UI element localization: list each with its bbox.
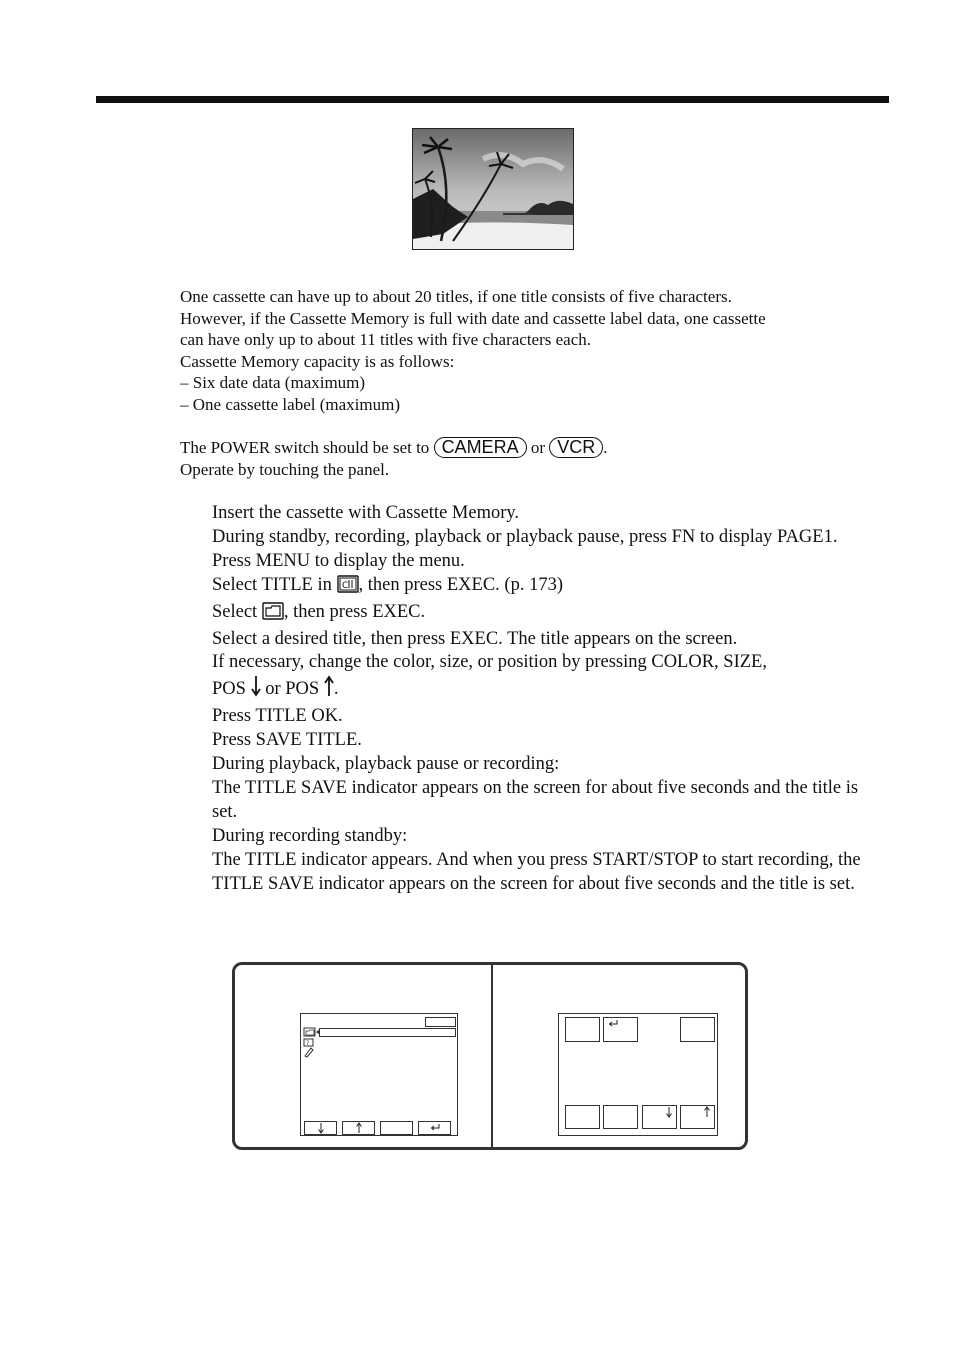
step-text: Select TITLE in bbox=[212, 574, 337, 595]
step-text: . bbox=[333, 679, 339, 700]
cassette-memory-icon bbox=[337, 575, 359, 601]
step-line bbox=[212, 574, 872, 601]
intro-line: – Six date data (maximum) bbox=[180, 373, 366, 393]
step-line: Press SAVE TITLE. bbox=[212, 730, 362, 751]
step-text: , then press EXEC. bbox=[283, 601, 426, 622]
step-line bbox=[212, 675, 872, 705]
step-line: Press MENU to display the menu. bbox=[212, 550, 465, 571]
step-line: The TITLE SAVE indicator appears on the screen for about five seconds and the title is set. bbox=[212, 777, 859, 822]
beach-photo bbox=[412, 128, 574, 250]
power-paragraph bbox=[180, 437, 880, 480]
return-icon bbox=[607, 1018, 619, 1028]
step-text: POS bbox=[212, 679, 251, 700]
size-button[interactable] bbox=[603, 1105, 638, 1129]
step-line: Select a desired title, then press EXEC. The title appears on the screen. bbox=[212, 628, 738, 649]
step-line: During recording standby: bbox=[212, 825, 408, 846]
step-line bbox=[212, 601, 872, 628]
arrow-down-icon bbox=[665, 1106, 673, 1118]
selected-menu-bar bbox=[319, 1028, 456, 1037]
step-line: Insert the cassette with Cassette Memory. bbox=[212, 503, 520, 523]
camera-mode-label: CAMERA bbox=[434, 437, 527, 458]
step-line: During standby, recording, playback or playback pause, press FN to display PAGE1. bbox=[212, 526, 838, 547]
pos-down-button[interactable] bbox=[642, 1105, 677, 1129]
top-rule bbox=[96, 96, 889, 103]
screen-corner-box bbox=[425, 1017, 456, 1027]
step-line: During playback, playback pause or recording: bbox=[212, 754, 560, 775]
steps-list bbox=[212, 502, 872, 897]
exec-button[interactable] bbox=[380, 1121, 413, 1135]
intro-line: – One cassette label (maximum) bbox=[180, 394, 400, 414]
arrow-down-icon bbox=[317, 1122, 325, 1134]
step-line: Press TITLE OK. bbox=[212, 706, 343, 727]
arrow-up-icon bbox=[324, 675, 334, 705]
power-text: or bbox=[526, 438, 550, 457]
intro-line: One cassette can have up to about 20 titles, if one title consists of five characters. bbox=[180, 287, 732, 306]
intro-line: Cassette Memory capacity is as follows: bbox=[180, 351, 455, 371]
power-text: The POWER switch should be set to bbox=[180, 438, 434, 457]
return-icon bbox=[429, 1122, 441, 1132]
svg-text:?: ? bbox=[306, 1040, 310, 1047]
vcr-mode-label: VCR bbox=[549, 437, 603, 458]
step-line: The TITLE indicator appears. And when you press START/STOP to start recording, the TITLE SAVE indicator appears on the screen for about five seconds and the title is set. bbox=[212, 849, 861, 894]
save-title-button[interactable] bbox=[680, 1017, 715, 1042]
arrow-down-icon bbox=[251, 675, 261, 705]
menu-screen bbox=[300, 1013, 458, 1136]
step-text: , then press EXEC. (p. 173) bbox=[358, 574, 563, 595]
menu-side-icons bbox=[303, 1026, 323, 1058]
arrow-up-icon bbox=[355, 1122, 363, 1134]
step-line: If necessary, change the color, size, or position by pressing COLOR, SIZE, bbox=[212, 652, 767, 673]
title-screen bbox=[558, 1013, 718, 1136]
arrow-up-button[interactable] bbox=[342, 1121, 375, 1135]
pos-up-button[interactable] bbox=[680, 1105, 715, 1129]
arrow-down-button[interactable] bbox=[304, 1121, 337, 1135]
svg-text:C: C bbox=[341, 580, 348, 591]
color-button[interactable] bbox=[565, 1105, 600, 1129]
power-line bbox=[180, 437, 880, 459]
screen-illustration bbox=[232, 962, 748, 1150]
intro-paragraph bbox=[180, 286, 880, 416]
power-line: Operate by touching the panel. bbox=[180, 459, 390, 479]
step-text: Select bbox=[212, 601, 262, 622]
power-text: . bbox=[603, 438, 608, 457]
arrow-up-icon bbox=[703, 1106, 711, 1118]
title-ok-button[interactable] bbox=[565, 1017, 600, 1042]
title-folder-icon bbox=[262, 602, 284, 628]
step-text: or POS bbox=[260, 679, 324, 700]
figure-divider bbox=[491, 965, 493, 1147]
intro-line: can have only up to about 11 titles with five characters each. bbox=[180, 330, 591, 350]
return-button[interactable] bbox=[418, 1121, 451, 1135]
return-button[interactable] bbox=[603, 1017, 638, 1042]
intro-line: However, if the Cassette Memory is full with date and cassette label data, one cassette bbox=[180, 308, 766, 328]
